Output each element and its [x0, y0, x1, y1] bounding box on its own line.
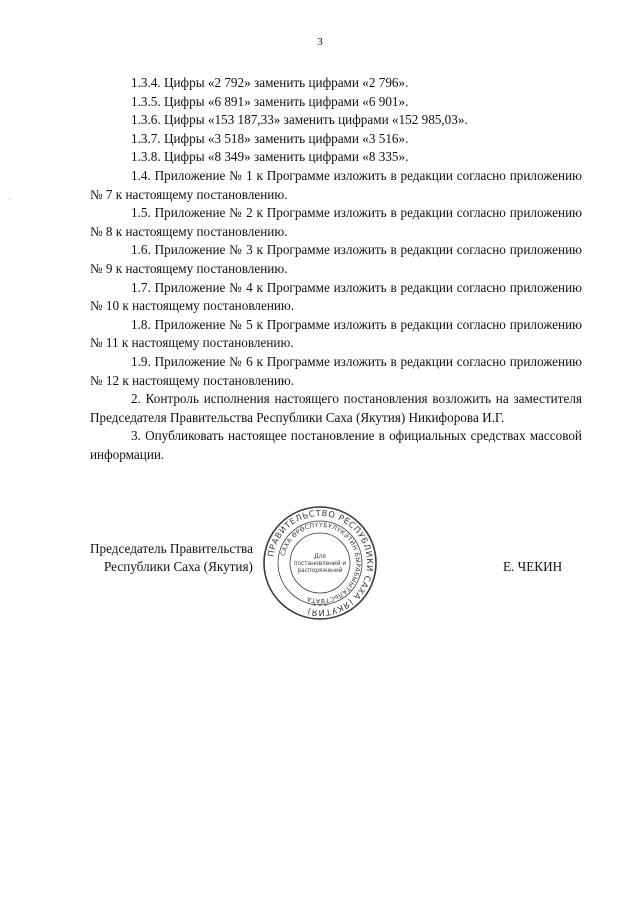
signatory-name: Е. ЧЕКИН	[503, 559, 563, 574]
paragraph-3: 3. Опубликовать настоящее постановление в официальных средствах массовой информации.	[90, 428, 582, 462]
paragraph-1-9: 1.9. Приложение № 6 к Программе изложить в редакции согласно приложению № 12 к настоящему постановлению.	[90, 353, 582, 388]
page-number: 3	[317, 36, 323, 48]
paragraph-1-8: 1.8. Приложение № 5 к Программе изложить в редакции согласно приложению № 11 к настоящему постановлению.	[90, 316, 582, 351]
paragraph-1-4: 1.4. Приложение № 1 к Программе изложить в редакции согласно приложению № 7 к настоящему постановлению.	[90, 167, 582, 202]
document-body	[90, 74, 582, 464]
seal-center-line3: распоряжений	[297, 568, 343, 574]
official-seal-stamp	[262, 505, 378, 621]
paragraph-1-3-5: 1.3.5. Цифры «6 891» заменить цифрами «6 901».	[131, 93, 409, 109]
paragraph-1-3-7: 1.3.7. Цифры «3 518» заменить цифрами «3 516».	[131, 130, 409, 146]
seal-center-line2: постановлений и	[293, 561, 347, 567]
paragraph-1-3-8: 1.3.8. Цифры «8 349» заменить цифрами «8 335».	[131, 149, 409, 165]
paragraph-1-6: 1.6. Приложение № 3 к Программе изложить в редакции согласно приложению № 9 к настоящему постановлению.	[90, 242, 582, 276]
paragraph-1-3-4: 1.3.4. Цифры «2 792» заменить цифрами «2 796».	[131, 75, 409, 90]
paragraph-2: 2. Контроль исполнения настоящего постановления возложить на заместителя Председателя Правительства Республики Саха (Якутия) Никифорова И.Г.	[90, 391, 582, 425]
scan-margin-mark: ·	[8, 196, 11, 204]
paragraph-1-7: 1.7. Приложение № 4 к Программе изложить в редакции согласно приложению № 10 к настоящему постановлению.	[90, 279, 582, 314]
signatory-title-line2: Республики Саха (Якутия)	[104, 559, 253, 574]
seal-outer-text: ПРАВИТЕЛЬСТВО РЕСПУБЛИКИ САХА (ЯКУТИЯ)	[265, 507, 376, 619]
seal-stars: * * *	[312, 602, 328, 610]
seal-center-line1: Для	[314, 554, 326, 560]
seal-inner-text: САХА ӨРӨСПҮҮБҮЛҮКЭТИН БЫРАБЫЫТАЛЬСТВАТА	[279, 521, 362, 605]
paragraph-1-5: 1.5. Приложение № 2 к Программе изложить в редакции согласно приложению № 8 к настоящему постановлению.	[90, 205, 582, 239]
signatory-title-line1: Председатель Правительства	[90, 541, 253, 556]
paragraph-1-3-6: 1.3.6. Цифры «153 187,33» заменить цифрами «152 985,03».	[131, 112, 468, 128]
